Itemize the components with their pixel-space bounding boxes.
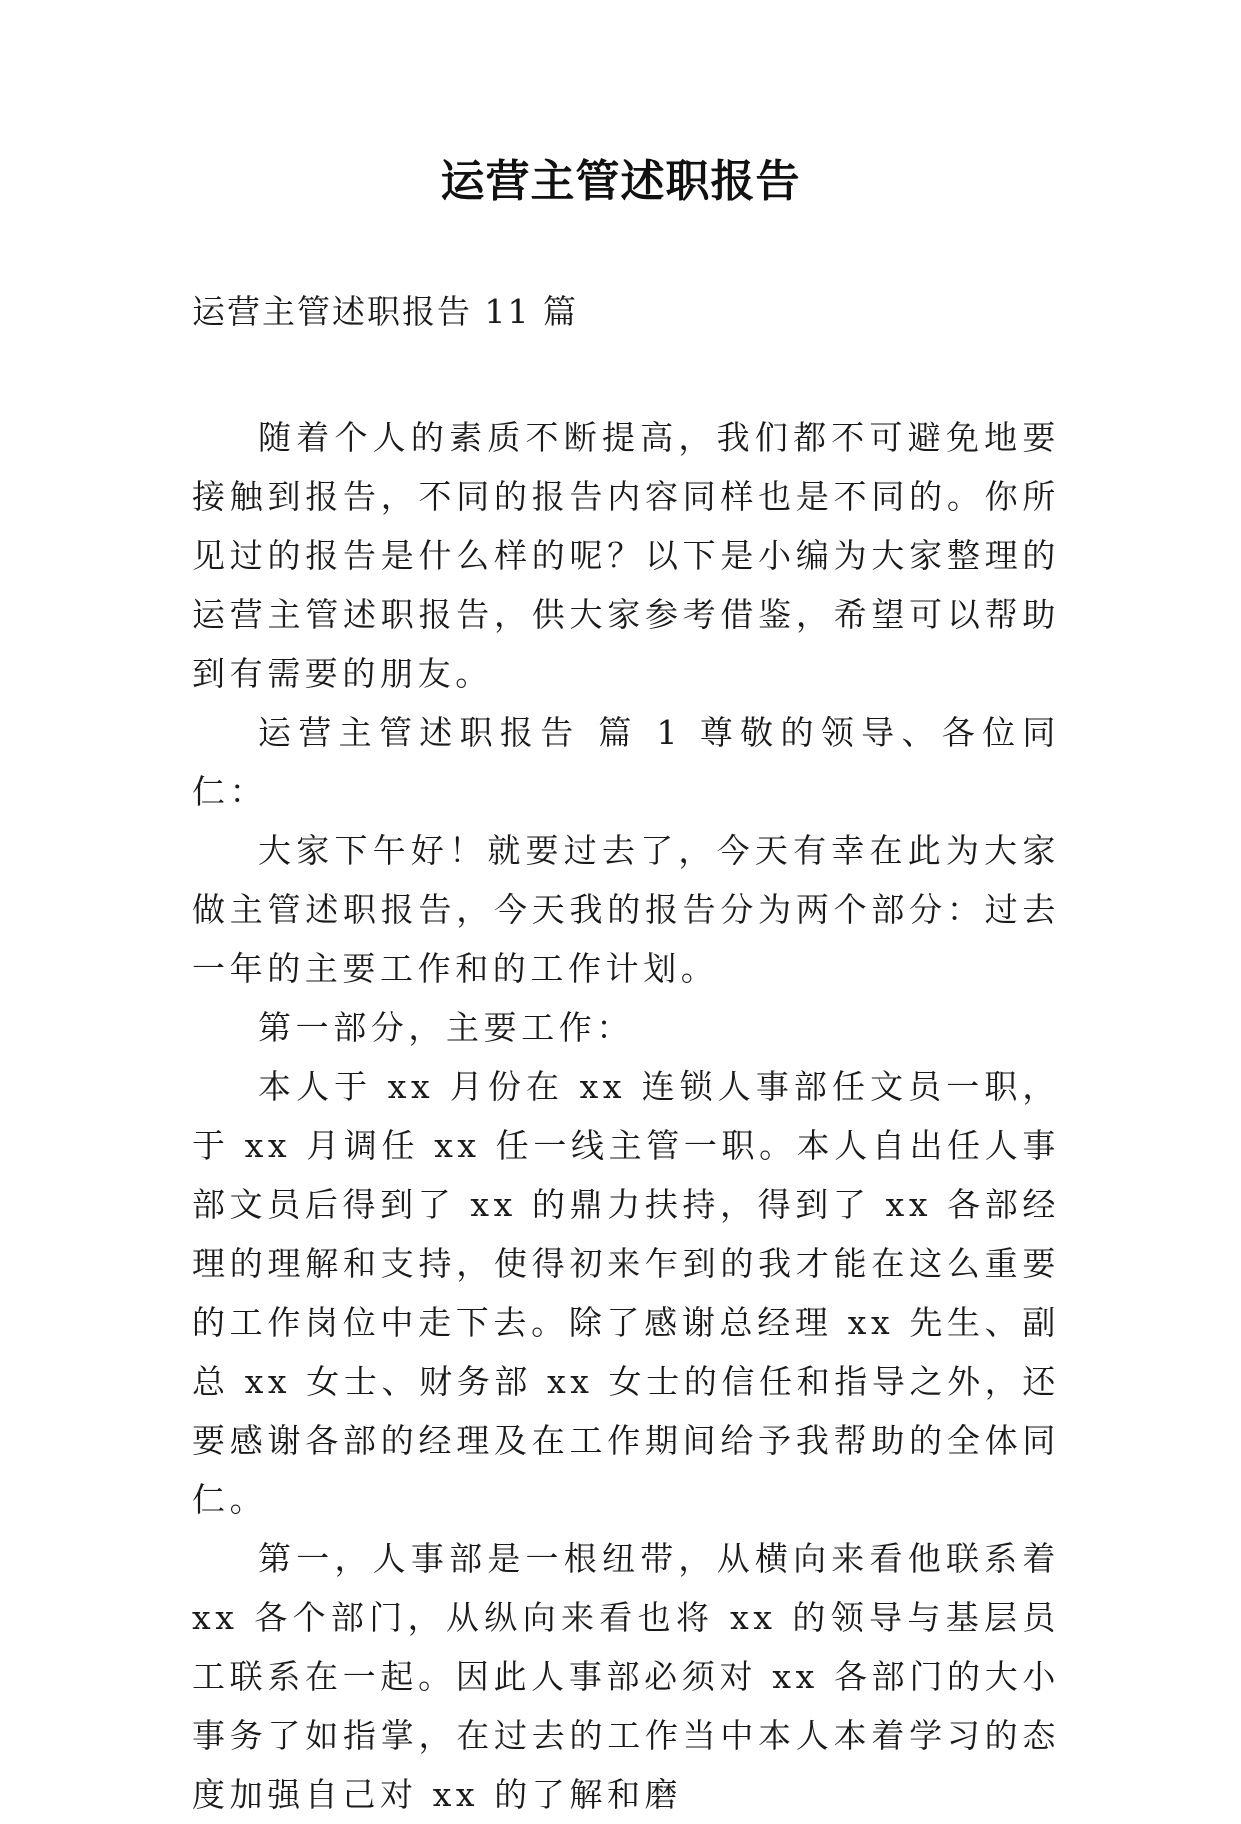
document-subtitle: 运营主管述职报告 11 篇 <box>192 292 578 331</box>
paragraph-work-history: 本人于 xx 月份在 xx 连锁人事部任文员一职，于 xx 月调任 xx 任一线主管一职。本人自出任人事部文员后得到了 xx 的鼎力扶持，得到了 xx 各部经理的理解和支持，使得初来乍到的我才能在这么重要的工作岗位中走下去。除了感谢总经理 xx 先生、副总 xx 女士、财务部 xx 女士的信任和指导之外，还要感谢各部的经理及在工作期间给予我帮助的全体同仁。 <box>192 1067 1060 1519</box>
paragraph-intro: 随着个人的素质不断提高，我们都不可避免地要接触到报告，不同的报告内容同样也是不同的。你所见过的报告是什么样的呢？以下是小编为大家整理的运营主管述职报告，供大家参考借鉴，希望可以帮助到有需要的朋友。 <box>192 418 1060 693</box>
document-body <box>192 408 1060 1824</box>
paragraph-part-one-heading: 第一部分，主要工作： <box>258 1008 634 1047</box>
paragraph-greeting: 大家下午好！就要过去了，今天有幸在此为大家做主管述职报告，今天我的报告分为两个部分：过去一年的主要工作和的工作计划。 <box>192 831 1060 988</box>
document-title: 运营主管述职报告 <box>440 156 801 207</box>
paragraph-first-point: 第一，人事部是一根纽带，从横向来看他联系着 xx 各个部门，从纵向来看也将 xx 的领导与基层员工联系在一起。因此人事部必须对 xx 各部门的大小事务了如指掌，在过去的工作当中本人本着学习的态度加强自己对 xx 的了解和磨 <box>192 1539 1060 1814</box>
paragraph-section-heading: 运营主管述职报告 篇 1 尊敬的领导、各位同仁： <box>192 713 1060 811</box>
